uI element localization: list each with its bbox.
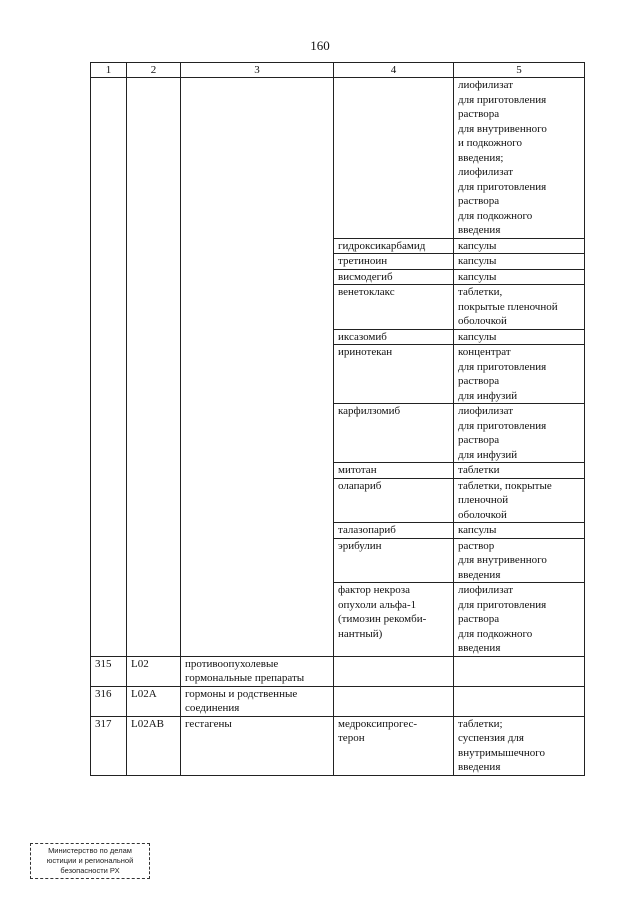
table-row bbox=[91, 656, 585, 686]
drug-name-cell: эрибулин bbox=[334, 538, 454, 583]
table-header-row bbox=[91, 63, 585, 78]
dosage-form-cell: капсулы bbox=[454, 523, 585, 539]
drug-name-cell: митотан bbox=[334, 463, 454, 479]
drug-name-cell: талазопариб bbox=[334, 523, 454, 539]
column-header-5: 5 bbox=[454, 63, 585, 78]
ministry-stamp: Министерство по делам юстиции и региональной безопасности РХ bbox=[30, 843, 150, 879]
dosage-form-cell: лиофилизат для приготовления раствора для подкожного введения bbox=[454, 583, 585, 657]
group-name-cell bbox=[181, 78, 334, 657]
dosage-form-cell: таблетки bbox=[454, 463, 585, 479]
drug-name-cell: иксазомиб bbox=[334, 329, 454, 345]
medication-table bbox=[90, 62, 585, 776]
dosage-form-cell: лиофилизат для приготовления раствора для внутривенного и подкожного введения; лиофилизат для приготовления раствора для подкожного введения bbox=[454, 78, 585, 239]
dosage-form-cell: концентрат для приготовления раствора для инфузий bbox=[454, 345, 585, 404]
table-row bbox=[91, 686, 585, 716]
column-header-2: 2 bbox=[127, 63, 181, 78]
dosage-form-cell bbox=[454, 656, 585, 686]
row-number-cell: 315 bbox=[91, 656, 127, 686]
atc-code-cell: L02 bbox=[127, 656, 181, 686]
drug-name-cell: олапариб bbox=[334, 478, 454, 523]
dosage-form-cell: раствор для внутривенного введения bbox=[454, 538, 585, 583]
table-row bbox=[91, 716, 585, 775]
drug-name-cell: венетоклакс bbox=[334, 285, 454, 330]
dosage-form-cell bbox=[454, 686, 585, 716]
column-header-3: 3 bbox=[181, 63, 334, 78]
dosage-form-cell: таблетки; суспензия для внутримышечного введения bbox=[454, 716, 585, 775]
row-number-cell: 317 bbox=[91, 716, 127, 775]
drug-name-cell: третиноин bbox=[334, 254, 454, 270]
column-header-4: 4 bbox=[334, 63, 454, 78]
dosage-form-cell: таблетки, покрытые пленочной оболочкой bbox=[454, 478, 585, 523]
drug-name-cell: фактор некроза опухоли альфа-1 (тимозин рекомби- нантный) bbox=[334, 583, 454, 657]
drug-name-cell: иринотекан bbox=[334, 345, 454, 404]
dosage-form-cell: капсулы bbox=[454, 254, 585, 270]
group-name-cell: противоопухолевые гормональные препараты bbox=[181, 656, 334, 686]
page-number: 160 bbox=[310, 38, 330, 53]
atc-code-cell bbox=[127, 78, 181, 657]
group-name-cell: гестагены bbox=[181, 716, 334, 775]
table-row bbox=[91, 78, 585, 239]
atc-code-cell: L02A bbox=[127, 686, 181, 716]
drug-name-cell: гидроксикарбамид bbox=[334, 238, 454, 254]
group-name-cell: гормоны и родственные соединения bbox=[181, 686, 334, 716]
drug-name-cell: висмодегиб bbox=[334, 269, 454, 285]
row-number-cell: 316 bbox=[91, 686, 127, 716]
row-number-cell bbox=[91, 78, 127, 657]
dosage-form-cell: капсулы bbox=[454, 269, 585, 285]
dosage-form-cell: таблетки, покрытые пленочной оболочкой bbox=[454, 285, 585, 330]
dosage-form-cell: капсулы bbox=[454, 238, 585, 254]
column-header-1: 1 bbox=[91, 63, 127, 78]
dosage-form-cell: лиофилизат для приготовления раствора для инфузий bbox=[454, 404, 585, 463]
drug-name-cell bbox=[334, 78, 454, 239]
drug-name-cell: карфилзомиб bbox=[334, 404, 454, 463]
atc-code-cell: L02AB bbox=[127, 716, 181, 775]
dosage-form-cell: капсулы bbox=[454, 329, 585, 345]
drug-name-cell: медроксипрогес- терон bbox=[334, 716, 454, 775]
drug-name-cell bbox=[334, 686, 454, 716]
drug-name-cell bbox=[334, 656, 454, 686]
